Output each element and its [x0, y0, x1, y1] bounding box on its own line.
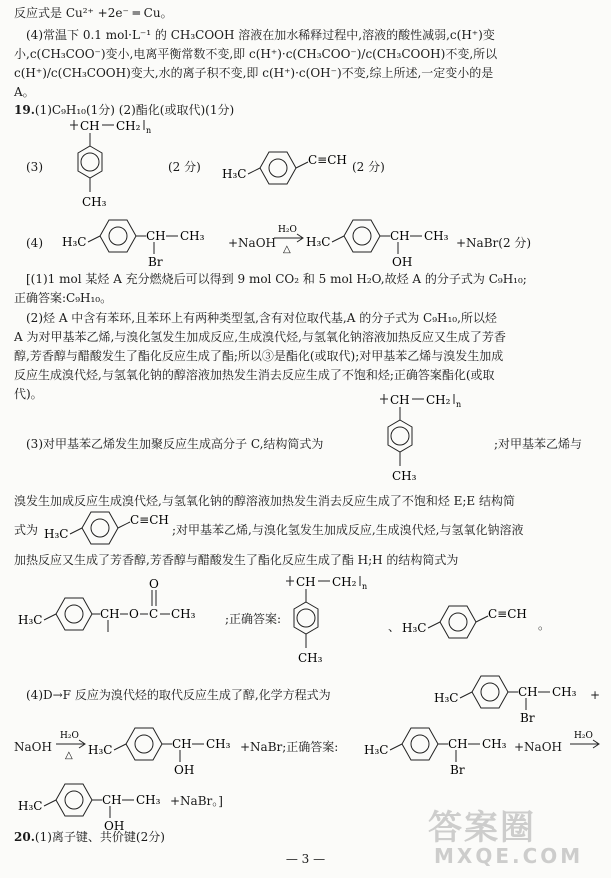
ch3-label: CH₃: [171, 607, 196, 621]
alcohol-structure: [18, 778, 168, 834]
text-line: ;对甲基苯乙烯,与溴化氢发生加成反应,生成溴代烃,与氢氧化钠溶液: [172, 523, 524, 537]
ch-label: CH: [102, 793, 122, 807]
text-line: 醇,芳香醇与醋酸发生了酯化反应生成了酯;所以③是酯化(或取代);对甲基苯乙烯与溴发生加成: [14, 349, 504, 363]
text-line: ;对甲基苯乙烯与: [494, 437, 583, 451]
plus-sign: +: [590, 688, 601, 702]
ch3-label: CH₃: [424, 229, 449, 243]
ch3-label: CH₃: [298, 651, 323, 665]
text-line: (4)常温下 0.1 mol·L⁻¹ 的 CH₃COOH 溶液在加水稀释过程中,溶液的酸性减弱,c(H⁺)变: [26, 28, 495, 42]
reagent-label: +NaOH: [228, 236, 277, 250]
watermark-logo: [420, 800, 610, 875]
ch3-label: CH₃: [392, 469, 417, 483]
bromide-structure: [434, 670, 584, 726]
ch3-label: CH₃: [206, 737, 231, 751]
h3c-label: H₃C: [18, 613, 43, 627]
question-number: 20.: [14, 830, 35, 844]
ch-label: CH: [390, 393, 410, 407]
ch-label: CH: [100, 607, 120, 621]
text-line: A 为对甲基苯乙烯,与溴化氢发生加成反应,生成溴代烃,与氢氧化钠溶液加热反应又生成了芳香: [14, 330, 506, 344]
polymer-structure: [380, 392, 480, 490]
ch-label: CH: [146, 229, 166, 243]
question-number: 19.: [14, 103, 35, 117]
text-line: ;正确答案:: [225, 612, 282, 626]
alkyne-label: C≡CH: [308, 153, 347, 167]
h3c-label: H₃C: [306, 235, 331, 249]
reaction-arrow: [272, 222, 308, 256]
ch-label: CH: [390, 229, 410, 243]
watermark-url: MXQE.COM: [434, 844, 584, 868]
text-line: (4)D→F 反应为溴代烃的取代反应生成了醇,化学方程式为: [26, 688, 331, 702]
text-line: 反应式是 Cu²⁺ +2e⁻ ═ Cu。: [14, 6, 173, 20]
oh-label: OH: [392, 255, 413, 269]
br-label: Br: [450, 763, 465, 777]
text-line: 加热反应又生成了芳香醇,芳香醇与醋酸发生了酯化反应生成了酯 H;H 的结构简式为: [14, 553, 459, 567]
alkyne-label: C≡CH: [488, 607, 527, 621]
bromide-structure: [364, 722, 514, 778]
bromide-structure: [62, 214, 232, 270]
h3c-label: H₃C: [44, 527, 69, 541]
alkyne-structure: [402, 600, 532, 642]
o-label: O: [129, 607, 139, 621]
text-line: A。: [14, 85, 35, 99]
h3c-label: H₃C: [434, 691, 459, 705]
h2o-label: H₂O: [278, 225, 297, 235]
period: 。: [538, 618, 551, 632]
text-line: (3)对甲基苯乙烯发生加聚反应生成高分子 C,结构简式为: [26, 437, 324, 451]
br-label: Br: [520, 711, 535, 725]
text-line: [(1)1 mol 某烃 A 充分燃烧后可以得到 9 mol CO₂ 和 5 mol H₂O,故烃 A 的分子式为 C₉H₁₀;: [26, 272, 527, 286]
h2o-label: H₂O: [60, 731, 79, 741]
n-label: n: [146, 126, 152, 135]
answer-text: (1)C₉H₁₀(1分) (2)酯化(或取代)(1分): [34, 103, 235, 117]
h3c-label: H₃C: [222, 167, 247, 181]
ch3-label: CH₃: [136, 793, 161, 807]
watermark-title: 答案圈: [428, 808, 536, 848]
h2o-label: H₂O: [574, 731, 593, 741]
ester-structure: [18, 578, 228, 642]
polymer-structure: [286, 574, 386, 672]
text-line: 正确答案:C₉H₁₀。: [14, 291, 113, 305]
page-number: — 3 —: [285, 852, 326, 866]
ch-label: CH: [172, 737, 192, 751]
text-line: 小,c(CH₃COO⁻)变小,电离平衡常数不变,即 c(H⁺)·c(CH₃COO⁻)/c(CH₃COOH)不变,所以: [14, 47, 498, 61]
label-4: (4): [26, 236, 43, 250]
o-label: O: [149, 577, 159, 591]
question-19-line: [14, 103, 601, 117]
ch3-label: CH₃: [82, 195, 107, 209]
ch2-label: CH₂: [332, 575, 357, 589]
text-line: +NaBr;正确答案:: [240, 740, 339, 754]
alkyne-label: C≡CH: [130, 513, 169, 527]
reaction-arrow: [54, 728, 90, 762]
text-line: 式为: [14, 523, 39, 537]
ch3-label: CH₃: [482, 737, 507, 751]
n-label: n: [456, 400, 462, 409]
score-label: (2 分): [352, 160, 385, 174]
product-label: +NaBr。]: [170, 794, 223, 808]
text-line: (2)烃 A 中含有苯环,且苯环上有两种类型氢,含有对位取代基,A 的分子式为 C₉H₁₀,所以烃: [26, 311, 497, 325]
oh-label: OH: [174, 763, 195, 777]
ch-label: CH: [80, 119, 100, 133]
oh-label: OH: [104, 819, 125, 833]
h3c-label: H₃C: [18, 799, 43, 813]
ch-label: CH: [518, 685, 538, 699]
score-label: (2 分): [168, 160, 201, 174]
h3c-label: H₃C: [402, 621, 427, 635]
reagent-label: +NaOH: [514, 740, 563, 754]
answer-text: (1)离子键、共价键(2分): [34, 830, 165, 844]
h3c-label: H₃C: [62, 235, 87, 249]
alcohol-structure: [88, 722, 238, 778]
br-label: Br: [148, 255, 163, 269]
alcohol-structure: [306, 214, 466, 270]
ch-label: CH: [448, 737, 468, 751]
polymer-structure: [70, 118, 170, 216]
delta-label: △: [283, 244, 291, 255]
reaction-arrow: [568, 728, 604, 762]
ch2-label: CH₂: [116, 119, 141, 133]
ch2-label: CH₂: [426, 393, 451, 407]
separator: 、: [388, 620, 401, 634]
delta-label: △: [65, 750, 73, 761]
text-line: 代)。: [14, 387, 43, 401]
n-label: n: [362, 582, 368, 591]
product-label: +NaBr(2 分): [456, 236, 532, 250]
ch3-label: CH₃: [552, 685, 577, 699]
reagent-label: NaOH: [14, 740, 52, 754]
alkyne-structure: [222, 146, 372, 188]
h3c-label: H₃C: [88, 743, 113, 757]
text-line: c(H⁺)/c(CH₃COOH)变大,水的离子积不变,即 c(H⁺)·c(OH⁻)不变,综上所述,一定变小的是: [14, 66, 494, 80]
ch-label: CH: [296, 575, 316, 589]
text-line: 反应生成溴代烃,与氢氧化钠的醇溶液加热发生消去反应生成了不饱和烃;正确答案酯化(或取: [14, 368, 495, 382]
ch3-label: CH₃: [180, 229, 205, 243]
h3c-label: H₃C: [364, 743, 389, 757]
label-3: (3): [26, 160, 43, 174]
text-line: 溴发生加成反应生成溴代烃,与氢氧化钠的醇溶液加热发生消去反应生成了不饱和烃 E;E 结构简: [14, 494, 516, 508]
c-label: C: [149, 607, 159, 621]
